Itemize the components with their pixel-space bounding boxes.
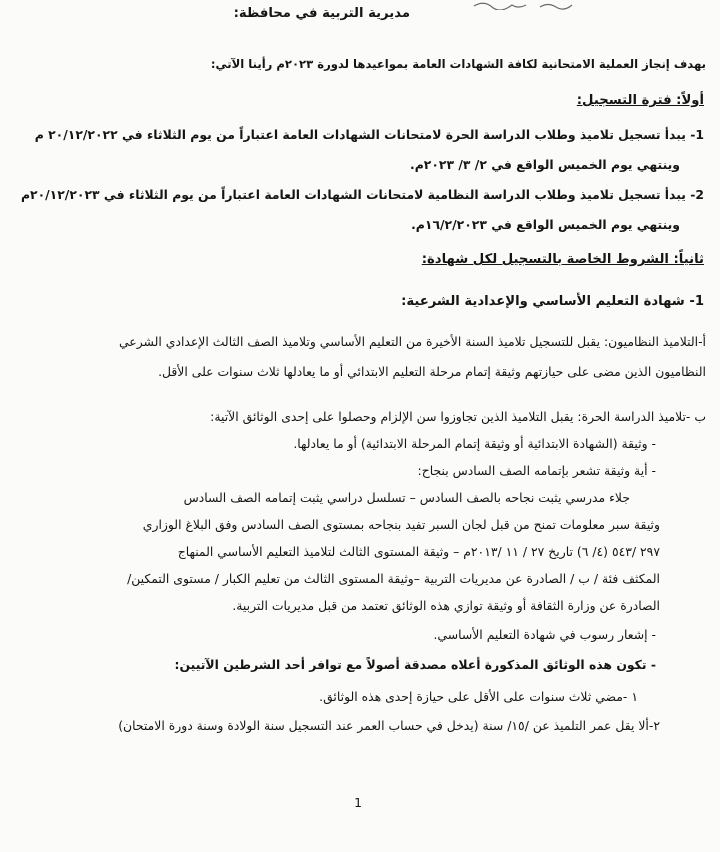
condition-1: ١ -مضي ثلاث سنوات على الأقل على حيازة إحدى هذه الوثائق.	[319, 689, 638, 704]
intro-text: بهدف إنجاز العملية الامتحانية لكافة الشهادات العامة بمواعيدها لدورة ٢٠٢٣م رأينا الآتي:	[210, 57, 706, 71]
page-number: 1	[354, 795, 362, 810]
free-study-doc-3: - إشعار رسوب في شهادة التعليم الأساسي.	[433, 627, 656, 642]
free-study-proof-1: جلاء مدرسي يثبت نجاحه بالصف السادس – تسلسل دراسي يثبت إتمامه الصف السادس	[183, 490, 630, 505]
handwriting-scribble	[470, 0, 580, 10]
intro-line	[211, 57, 706, 71]
regular-students-line-1: أ-التلاميذ النظاميون: يقبل للتسجيل تلاميذ السنة الأخيرة من التعليم الأساسي وتلاميذ الصف الثالث الإعدادي الشرعي	[118, 334, 706, 349]
item-2-line-1: 2- يبدأ تسجيل تلاميذ وطلاب الدراسة النظامية لامتحانات الشهادات العامة اعتباراً من يوم الثلاثاء في ٢٠/١٢/٢٠٢٣م	[20, 187, 704, 202]
free-study-doc-4: - تكون هذه الوثائق المذكورة أعلاه مصدقة أصولاً مع توافر أحد الشرطين الآتيين:	[174, 657, 656, 672]
free-study-proof-2: وثيقة سبر معلومات تمنح من قبل لجان السبر تفيد بنجاحه بمستوى الصف السادس وفق البلاغ الوزاري	[142, 517, 660, 532]
free-study-proof-3: ٢٩٧ /٥٤٣ (٤/ ٦) تاريخ ٢٧ / ١١ /٢٠١٣م – وثيقة المستوى الثالث لتلاميذ التعليم الأساسي المنهاج	[177, 544, 660, 559]
free-study-doc-1: - وثيقة (الشهادة الابتدائية أو وثيقة إتمام المرحلة الابتدائية) أو ما يعادلها.	[293, 436, 656, 451]
item-1-line-1: 1- يبدأ تسجيل تلاميذ وطلاب الدراسة الحرة لامتحانات الشهادات العامة اعتباراً من يوم الثلاثاء في ٢٠/١٢/٢٠٢٢ م	[34, 127, 704, 142]
free-study-intro: ب -تلاميذ الدراسة الحرة: يقبل التلاميذ الذين تجاوزوا سن الإلزام وحصلوا على إحدى الوثائق الآتية:	[210, 409, 706, 424]
free-study-doc-2: - أية وثيقة تشعر بإتمامه الصف السادس بنجاح:	[417, 463, 656, 478]
free-study-proof-4: المكثف فئة / ب / الصادرة عن مديريات التربية –وثيقة المستوى الثالث من تعليم الكبار / مستوى التمكين/	[127, 571, 660, 586]
subsection-basic-education-title: 1- شهادة التعليم الأساسي والإعدادية الشرعية:	[401, 294, 704, 309]
condition-2: ٢-ألا يقل عمر التلميذ عن /١٥/ سنة (يدخل في حساب العمر عند التسجيل سنة الولادة وسنة دورة الامتحان)	[118, 718, 660, 733]
directorate-header: مديرية التربية في محافظة:	[233, 6, 410, 21]
section-registration-title: أولاً: فترة التسجيل:	[576, 93, 704, 108]
item-2-line-2: وينتهي يوم الخميس الواقع في ١٦/٢/٢٠٢٣م.	[411, 217, 680, 232]
regular-students-line-2: النظاميون الذين مضى على حيازتهم وثيقة إتمام مرحلة التعليم الابتدائي أو ما يعادلها ثلاث سنوات على الأقل.	[158, 364, 706, 379]
item-1-line-2: وينتهي يوم الخميس الواقع في ٢/ ٣/ ٢٠٢٣م.	[409, 157, 680, 172]
free-study-proof-5: الصادرة عن وزارة الثقافة أو وثيقة توازي هذه الوثائق تعتمد من قبل مديريات التربية.	[232, 598, 660, 613]
section-conditions-title: ثانياً: الشروط الخاصة بالتسجيل لكل شهادة:	[421, 252, 704, 267]
